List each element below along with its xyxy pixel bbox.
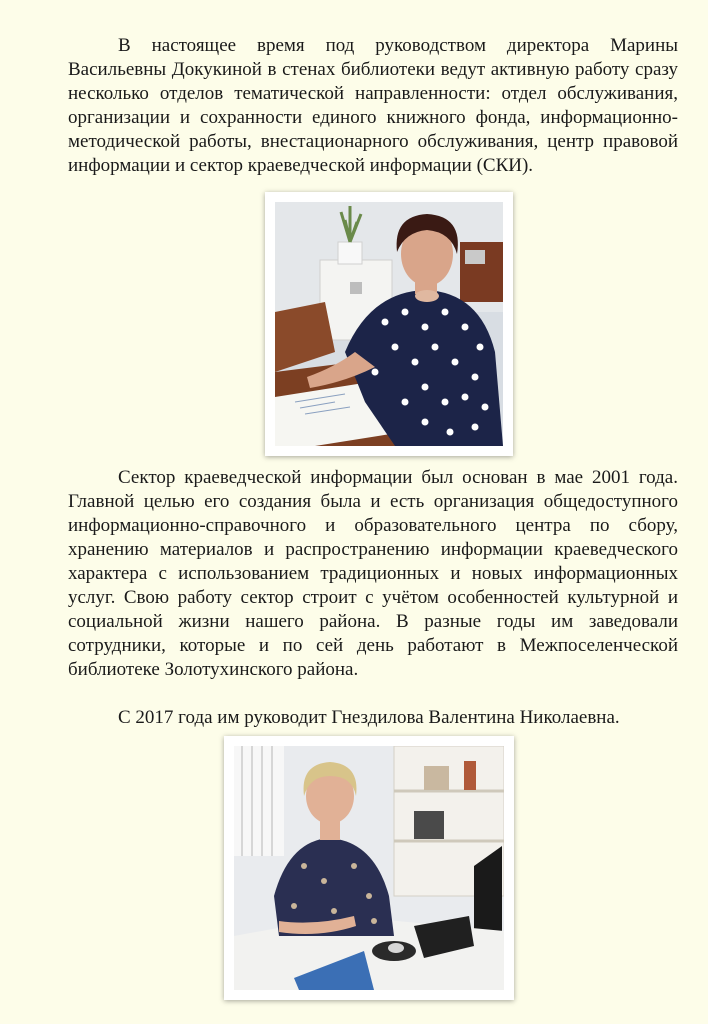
intro-paragraph: В настоящее время под руководством директора Марины Васильевны Докукиной в стенах библиотеки ведут активную работу сразу несколько отделов тематической направленности: отдел обслуживания, организации и сохранности единого книжного фонда, информационно-методической работы, внестационарного обслуживания, центр правовой информации и сектор краеведческой информации (СКИ). bbox=[68, 35, 678, 176]
sector-head-photo bbox=[224, 736, 514, 1000]
director-photo bbox=[265, 192, 513, 456]
director-photo-image bbox=[275, 202, 503, 446]
sector-head-photo-image bbox=[234, 746, 504, 990]
head-paragraph: С 2017 года им руководит Гнездилова Валентина Николаевна. bbox=[118, 707, 620, 728]
history-paragraph: Сектор краеведческой информации был основан в мае 2001 года. Главной целью его создания была и есть организация общедоступного информационно-справочного и образовательного центра по сбору, хранению материалов и распространению информации краеведческого характера с использованием традиционных и новых информационных услуг. Свою работу сектор строит с учётом особенностей культурной и социальной жизни нашего района. В разные годы им заведовали сотрудники, которые и по сей день работают в Межпоселенческой библиотеке Золотухинского района. bbox=[68, 467, 678, 680]
